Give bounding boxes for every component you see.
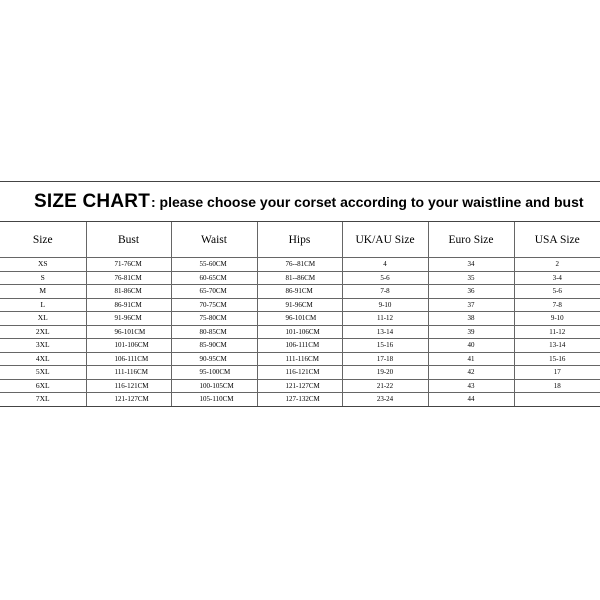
cell-size: 3XL [0,339,86,353]
cell-bust: 76-81CM [86,271,171,285]
cell-hips: 121-127CM [257,379,342,393]
title-main: SIZE CHART [34,190,150,212]
table-row [0,366,600,380]
table-row [0,339,600,353]
cell-bust: 86-91CM [86,298,171,312]
cell-euro-size: 38 [428,312,514,326]
cell-bust: 71-76CM [86,258,171,272]
table-row [0,271,600,285]
cell-bust: 116-121CM [86,379,171,393]
cell-hips: 127-132CM [257,393,342,406]
cell-uk-au-size: 17-18 [342,352,428,366]
cell-euro-size: 34 [428,258,514,272]
cell-size: 2XL [0,325,86,339]
table-row [0,258,600,272]
cell-waist: 80-85CM [171,325,257,339]
cell-usa-size: 15-16 [514,352,600,366]
cell-euro-size: 40 [428,339,514,353]
cell-uk-au-size: 7-8 [342,285,428,299]
column-header-uk-au-size: UK/AU Size [342,222,428,258]
cell-euro-size: 42 [428,366,514,380]
cell-uk-au-size: 4 [342,258,428,272]
size-table [0,222,600,406]
cell-usa-size: 3-4 [514,271,600,285]
cell-uk-au-size: 9-10 [342,298,428,312]
size-chart-title [0,182,600,222]
cell-euro-size: 39 [428,325,514,339]
cell-size: L [0,298,86,312]
cell-uk-au-size: 21-22 [342,379,428,393]
cell-bust: 111-116CM [86,366,171,380]
cell-euro-size: 43 [428,379,514,393]
cell-waist: 105-110CM [171,393,257,406]
cell-waist: 70-75CM [171,298,257,312]
cell-waist: 60-65CM [171,271,257,285]
cell-hips: 96-101CM [257,312,342,326]
cell-usa-size [514,393,600,406]
column-header-hips: Hips [257,222,342,258]
cell-usa-size: 17 [514,366,600,380]
cell-size: 6XL [0,379,86,393]
cell-size: 4XL [0,352,86,366]
table-row [0,325,600,339]
cell-usa-size: 13-14 [514,339,600,353]
cell-euro-size: 44 [428,393,514,406]
cell-bust: 101-106CM [86,339,171,353]
cell-waist: 75-80CM [171,312,257,326]
cell-size: XL [0,312,86,326]
cell-euro-size: 36 [428,285,514,299]
table-row [0,393,600,406]
table-row [0,285,600,299]
cell-size: 7XL [0,393,86,406]
cell-euro-size: 37 [428,298,514,312]
column-header-size: Size [0,222,86,258]
column-header-euro-size: Euro Size [428,222,514,258]
cell-euro-size: 35 [428,271,514,285]
cell-waist: 95-100CM [171,366,257,380]
cell-usa-size: 7-8 [514,298,600,312]
cell-uk-au-size: 23-24 [342,393,428,406]
cell-size: M [0,285,86,299]
cell-bust: 96-101CM [86,325,171,339]
column-header-bust: Bust [86,222,171,258]
cell-usa-size: 11-12 [514,325,600,339]
cell-usa-size: 9-10 [514,312,600,326]
table-row [0,298,600,312]
cell-size: S [0,271,86,285]
header-row [0,222,600,258]
cell-hips: 86-91CM [257,285,342,299]
table-row [0,352,600,366]
cell-uk-au-size: 11-12 [342,312,428,326]
cell-size: 5XL [0,366,86,380]
cell-hips: 91-96CM [257,298,342,312]
cell-waist: 100-105CM [171,379,257,393]
title-subtitle: : please choose your corset according to your waistline and bust [151,193,584,210]
cell-waist: 55-60CM [171,258,257,272]
cell-usa-size: 18 [514,379,600,393]
column-header-waist: Waist [171,222,257,258]
cell-size: XS [0,258,86,272]
cell-waist: 65-70CM [171,285,257,299]
cell-usa-size: 2 [514,258,600,272]
cell-usa-size: 5-6 [514,285,600,299]
cell-euro-size: 41 [428,352,514,366]
cell-waist: 90-95CM [171,352,257,366]
cell-bust: 106-111CM [86,352,171,366]
cell-hips: 101-106CM [257,325,342,339]
cell-bust: 121-127CM [86,393,171,406]
cell-hips: 116-121CM [257,366,342,380]
cell-hips: 81--86CM [257,271,342,285]
cell-hips: 106-111CM [257,339,342,353]
size-chart [0,181,600,407]
table-row [0,312,600,326]
cell-uk-au-size: 5-6 [342,271,428,285]
cell-hips: 111-116CM [257,352,342,366]
cell-uk-au-size: 15-16 [342,339,428,353]
cell-bust: 81-86CM [86,285,171,299]
cell-uk-au-size: 19-20 [342,366,428,380]
cell-uk-au-size: 13-14 [342,325,428,339]
cell-waist: 85-90CM [171,339,257,353]
table-row [0,379,600,393]
cell-hips: 76--81CM [257,258,342,272]
cell-bust: 91-96CM [86,312,171,326]
column-header-usa-size: USA Size [514,222,600,258]
